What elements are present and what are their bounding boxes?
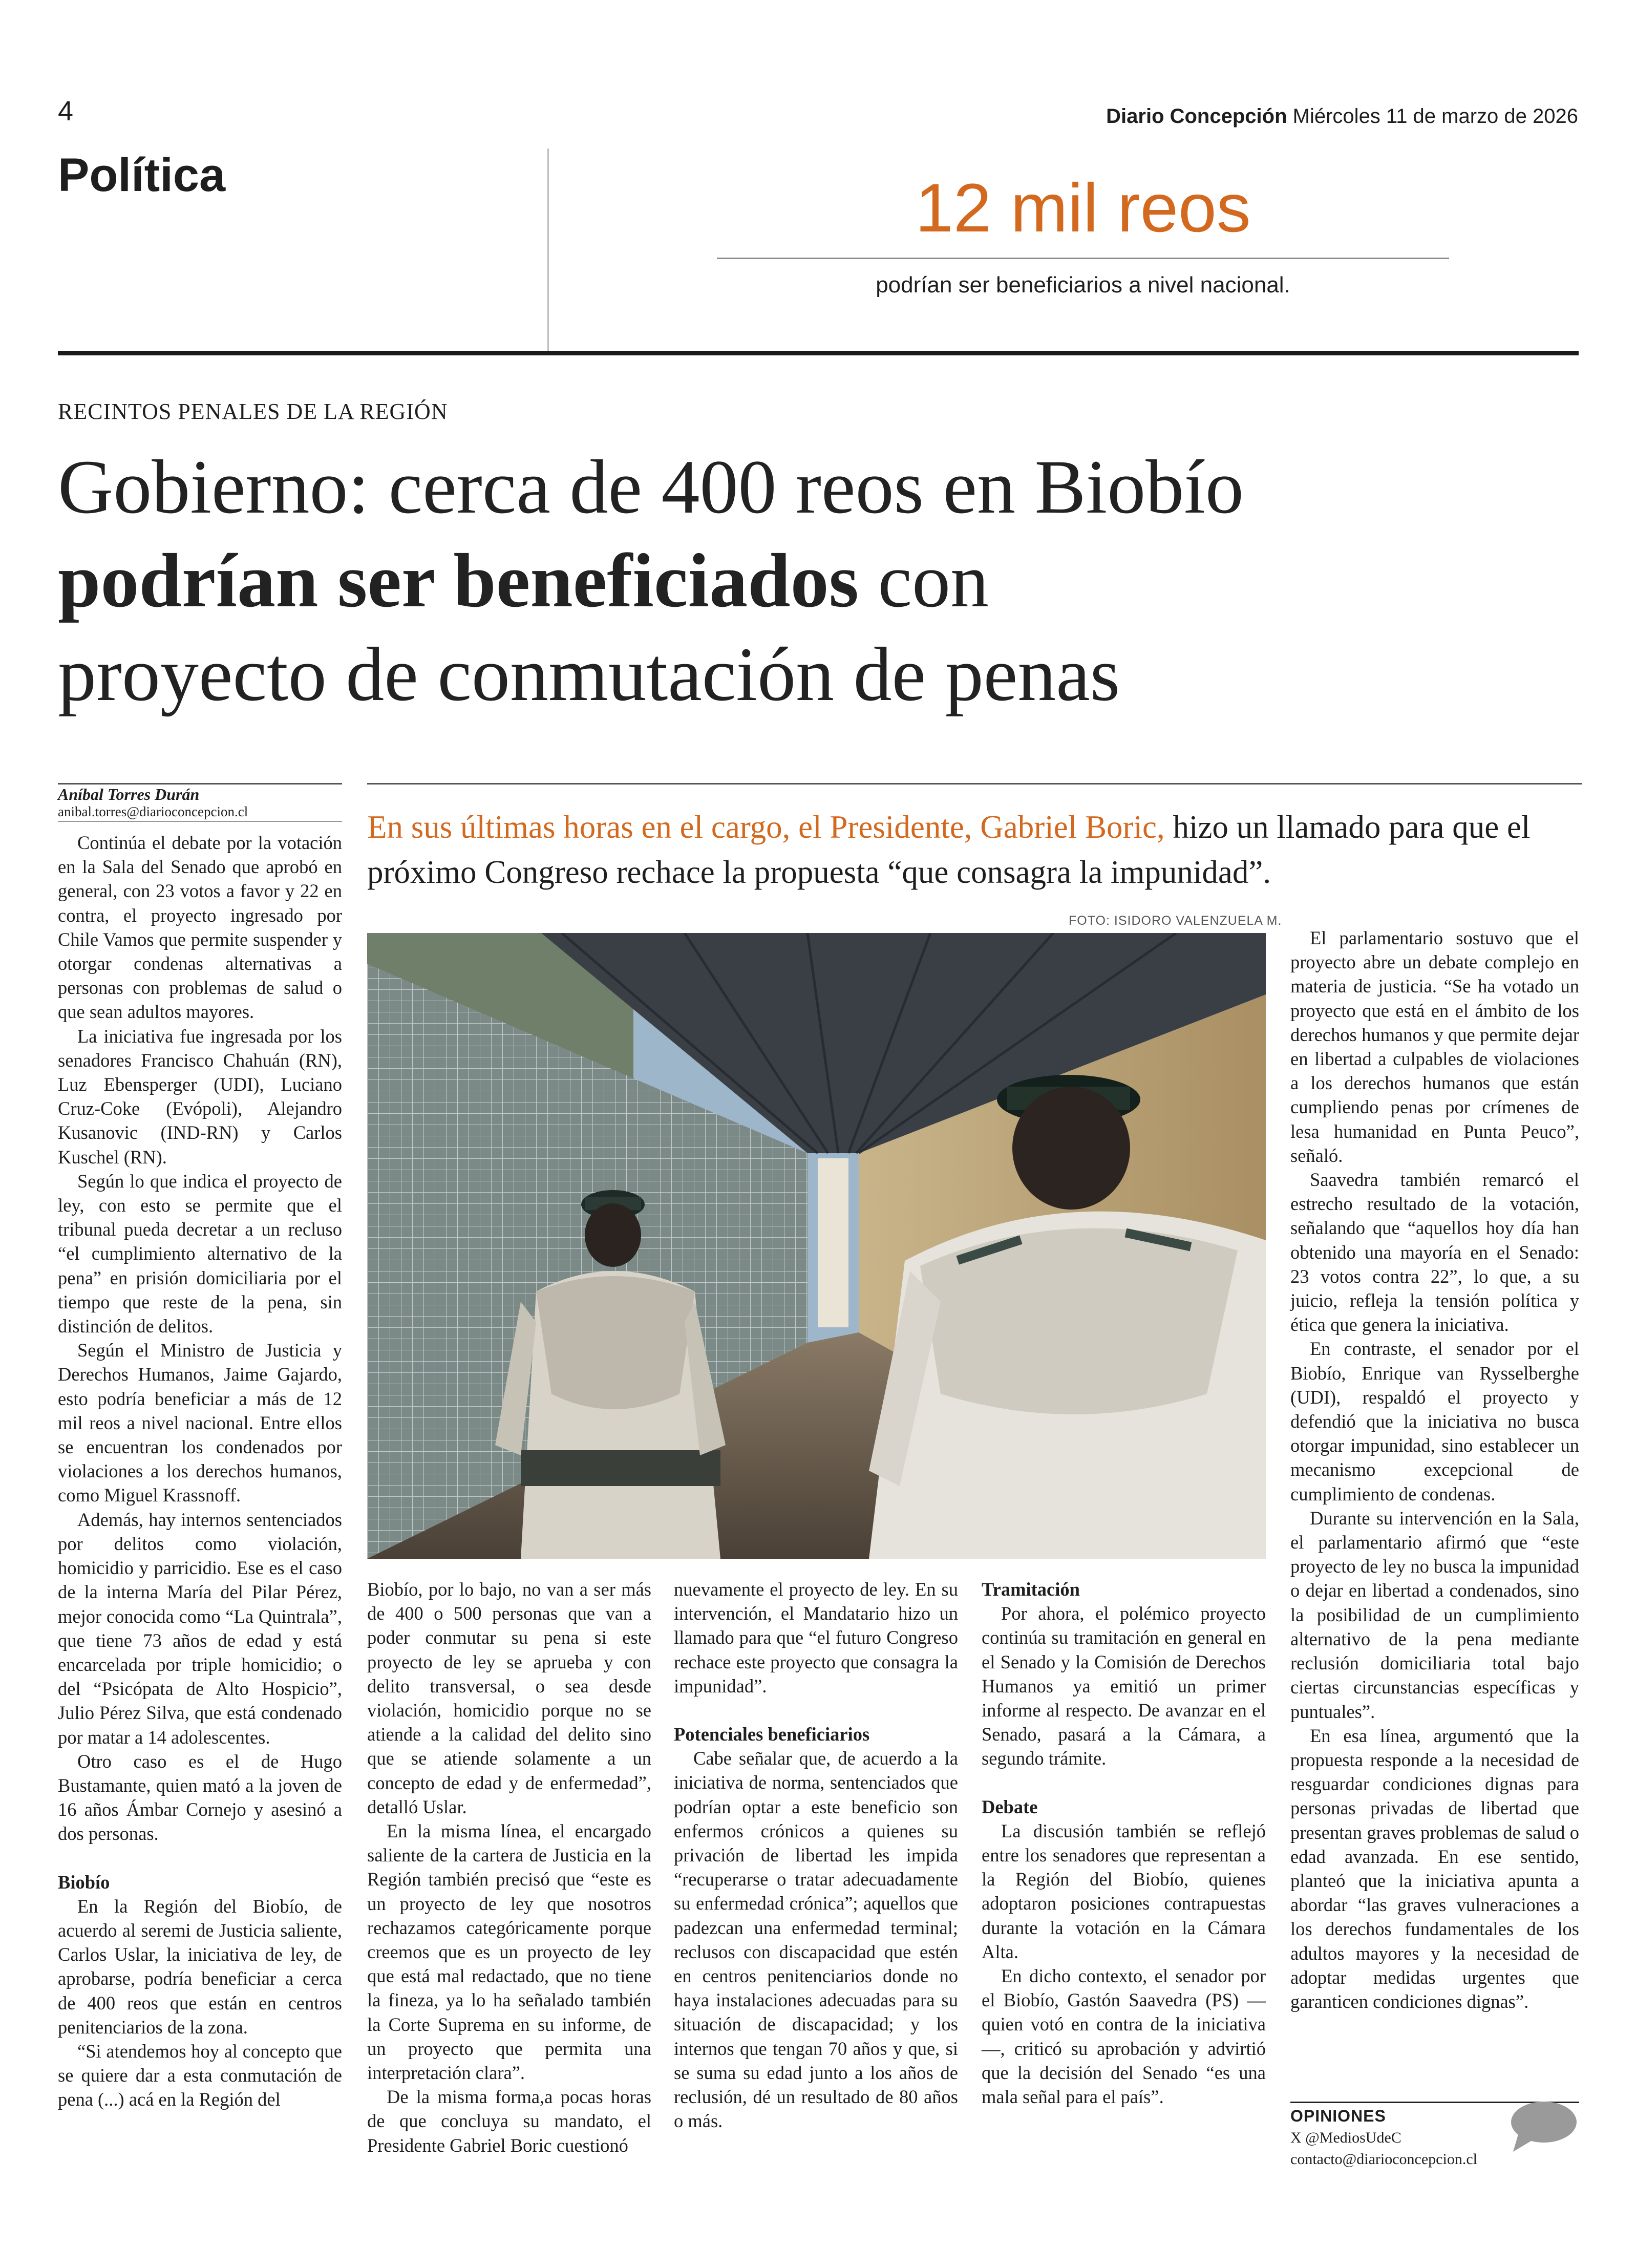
subhead-debate: Debate xyxy=(982,1796,1038,1817)
masthead-line xyxy=(1106,105,1578,128)
headline-part-3: proyecto de conmutación de penas xyxy=(58,632,1120,717)
paragraph: En la misma línea, el encargado saliente de la cartera de Justicia en la Región también precisó que “este es un proyecto de ley que nosotros rechazamos categóricamente porque creemos que es un proyecto de ley que está mal redactado, que no tiene la fineza, ya lo ha señalado también la Corte Suprema en su informe, de un proyecto que permita una interpretación clara”. xyxy=(367,1820,651,2084)
byline-rule xyxy=(58,783,342,785)
kicker: RECINTOS PENALES DE LA REGIÓN xyxy=(58,399,448,424)
author-email[interactable]: anibal.torres@diarioconcepcion.cl xyxy=(58,804,248,819)
headline-part-1: Gobierno: cerca de 400 reos en Biobío xyxy=(58,444,1244,529)
header-divider xyxy=(547,149,549,351)
column-2 xyxy=(367,1577,651,2157)
paragraph: Otro caso es el de Hugo Bustamante, quien mató a la joven de 16 años Ámbar Cornejo y asesinó a dos personas. xyxy=(58,1750,342,1845)
header-rule xyxy=(58,351,1579,355)
deck-lead: En sus últimas horas en el cargo, el Presidente, Gabriel Boric, xyxy=(367,809,1165,845)
column-1 xyxy=(58,831,342,2112)
paragraph: Saavedra también remarcó el estrecho resultado de la votación, señalando que “aquellos hoy día han obtenido una mayoría en el Senado: 23 votos contra 22”, lo que, a su juicio, refleja la tensión política y ética que genera la iniciativa. xyxy=(1290,1169,1579,1336)
paragraph: En esa línea, argumentó que la propuesta responde a la necesidad de resguardar condiciones dignas para personas privadas de libertad que presentan graves problemas de salud o edad avanzada. En ese sentido, planteó que la iniciativa apunta a abordar “las graves vulneraciones a los derechos fundamentales de los adultos mayores y la necesidad de adoptar medidas urgentes que garanticen condiciones dignas”. xyxy=(1290,1725,1579,2012)
deck-rest: hizo un llamado para que el próximo Congreso rechace la propuesta “que consagra la impunidad”. xyxy=(367,809,1531,890)
photo-credit: FOTO: ISIDORO VALENZUELA M. xyxy=(1069,914,1282,928)
paragraph: Durante su intervención en la Sala, el parlamentario afirmó que “este proyecto de ley no busca la impunidad o dejar en libertad a condenados, sino la posibilidad de un cumplimiento alternativo de la pena mediante reclusión domiciliaria total bajo ciertas circunstancias específicas y puntuales”. xyxy=(1290,1507,1579,1722)
column-5 xyxy=(1290,926,1579,2013)
paragraph: En la Región del Biobío, de acuerdo al seremi de Justicia saliente, Carlos Uslar, la iniciativa de ley, de aprobarse, podría beneficiar a cerca de 400 reos que están en centros penitenciarios de la zona. xyxy=(58,1895,342,2038)
paragraph: Continúa el debate por la votación en la Sala del Senado que aprobó en general, con 23 votos a favor y 22 en contra, el proyecto ingresado por Chile Vamos que permite suspender y otorgar condenas alternativas a personas con problemas de salud o que sean adultos mayores. xyxy=(58,832,342,1023)
deck xyxy=(367,804,1582,895)
paragraph: De la misma forma,a pocas horas de que concluya su mandato, el Presidente Gabriel Boric cuestionó xyxy=(367,2086,651,2156)
subhead-tramitacion: Tramitación xyxy=(982,1579,1080,1600)
author-name: Aníbal Torres Durán xyxy=(58,785,200,803)
paper-name: Diario Concepción xyxy=(1106,105,1287,128)
paragraph: En contraste, el senador por el Biobío, Enrique van Rysselberghe (UDI), respaldó el proyecto y defendió que la iniciativa no busca otorgar impunidad, sino establecer un mecanismo excepcional de cumplimiento de condenas. xyxy=(1290,1338,1579,1504)
paragraph: Según lo que indica el proyecto de ley, con esto se permite que el tribunal pueda decretar a un recluso “el cumplimiento alternativo de la pena” en prisión domiciliaria por el tiempo que reste de la pena, sin distinción de delitos. xyxy=(58,1170,342,1337)
speech-bubble-icon xyxy=(1507,2099,1579,2157)
column-3 xyxy=(674,1577,958,2133)
paragraph: La discusión también se reflejó entre los senadores que representan a la Región del Biobío, quienes adoptaron posiciones contrapuestas durante la votación en la Cámara Alta. xyxy=(982,1820,1266,1962)
paragraph: Por ahora, el polémico proyecto continúa su tramitación en general en el Senado y la Comisión de Derechos Humanos ya emitió un primer informe al respecto. De avanzar en el Senado, pasará a la Cámara, a segundo trámite. xyxy=(982,1603,1266,1769)
paragraph: “Si atendemos hoy al concepto que se quiere dar a esta conmutación de pena (...) acá en la Región del xyxy=(58,2040,342,2110)
headline-strong: podrían ser beneficiados xyxy=(58,538,859,623)
paragraph: Según el Ministro de Justicia y Derechos Humanos, Jaime Gajardo, esto podría beneficiar a más de 12 mil reos a nivel nacional. Entre ellos se encuentran los condenados por violaciones a los derechos humanos, como Miguel Krassnoff. xyxy=(58,1340,342,1506)
subhead-potenciales-beneficiarios: Potenciales beneficiarios xyxy=(674,1724,870,1745)
headline-part-2: con xyxy=(878,538,989,623)
paragraph: En dicho contexto, el senador por el Biobío, Gastón Saavedra (PS) —quien votó en contra de la iniciativa—, criticó su aprobación y advirtió que la decisión del Senado “es una mala señal para el país”. xyxy=(982,1965,1266,2108)
paragraph: Biobío, por lo bajo, no van a ser más de 400 o 500 personas que van a poder conmutar su pena si este proyecto de ley se aprueba y con delito transversal, o sea desde violación, homicidio porque no se atiende a la calidad del delito sino que se atiende solamente a un concepto de edad y de enfermedad”, detalló Uslar. xyxy=(367,1579,651,1817)
paragraph: La iniciativa fue ingresada por los senadores Francisco Chahuán (RN), Luz Ebensperger (UDI), Luciano Cruz-Coke (Evópoli), Alejandro Kusanovic (IND-RN) y Carlos Kuschel (RN). xyxy=(58,1025,342,1168)
section-title: Política xyxy=(58,149,226,201)
headline xyxy=(58,440,1589,722)
stat-divider xyxy=(717,258,1449,259)
opinions-email[interactable]: contacto@diarioconcepcion.cl xyxy=(1290,2151,1477,2168)
issue-date: Miércoles 11 de marzo de 2026 xyxy=(1292,105,1578,128)
column-4 xyxy=(982,1577,1266,2109)
byline-rule-bottom xyxy=(58,821,342,822)
page-number: 4 xyxy=(58,96,74,126)
highlight-stat: 12 mil reos xyxy=(915,170,1251,246)
highlight-stat-caption: podrían ser beneficiarios a nivel nacional. xyxy=(876,272,1290,298)
paragraph: nuevamente el proyecto de ley. En su intervención, el Mandatario hizo un llamado para que “el futuro Congreso rechace este proyecto que consagra la impunidad”. xyxy=(674,1579,958,1697)
article-photo xyxy=(367,933,1266,1559)
paragraph: Además, hay internos sentenciados por delitos como violación, homicidio y parricidio. Ese es el caso de la interna María del Pilar Pérez, mejor conocida como “La Quintrala”, que tiene 73 años de edad y está encarcelada por triple homicidio; o del “Psicópata de Alto Hospicio”, Julio Pérez Silva, que está condenado por matar a 14 adolescentes. xyxy=(58,1509,342,1748)
paragraph: El parlamentario sostuvo que el proyecto abre un debate complejo en materia de justicia. “Se ha votado un proyecto que está en el ámbito de los derechos humanos y que permite dejar en libertad a culpables de violaciones a los derechos humanos que están cumpliendo penas por crímenes de lesa humanidad en Punta Peuco”, señaló. xyxy=(1290,927,1579,1166)
opinions-title: OPINIONES xyxy=(1290,2107,1386,2125)
deck-rule xyxy=(367,783,1582,785)
subhead-biobio: Biobío xyxy=(58,1871,110,1893)
paragraph: Cabe señalar que, de acuerdo a la iniciativa de norma, sentenciados que podrían optar a este beneficio son enfermos crónicos a quienes su privación de libertad les impida “recuperarse o tratar adecuadamente su enfermedad crónica”; aquellos que padezcan una enfermedad terminal; reclusos con discapacidad que estén en centros penitenciarios donde no haya instalaciones adecuadas para su situación de discapacidad; y los internos que tengan 70 años y que, si se suma su edad junto a los años de reclusión, dé un resultado de 80 años o más. xyxy=(674,1748,958,2132)
opinions-x-handle[interactable]: X @MediosUdeC xyxy=(1290,2129,1401,2146)
